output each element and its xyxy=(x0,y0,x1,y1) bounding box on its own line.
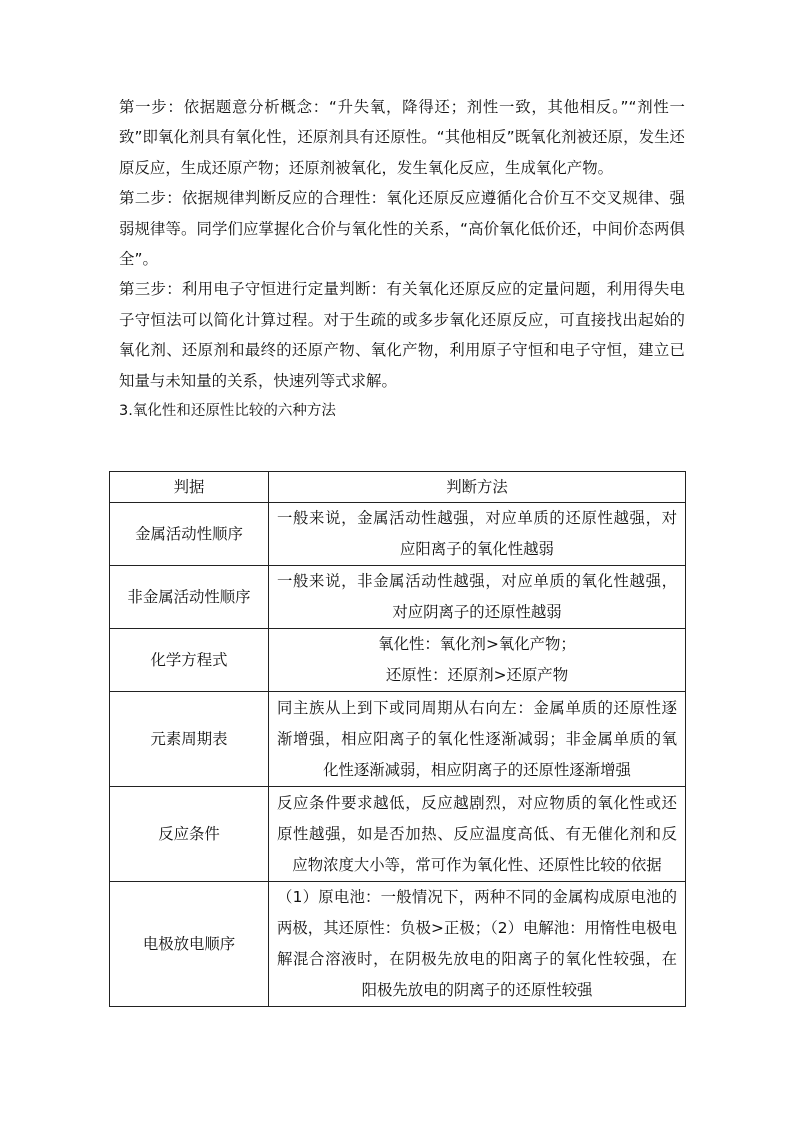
comparison-methods-table xyxy=(109,471,686,1007)
basis-cell: 非金属活动性顺序 xyxy=(110,566,269,629)
method-cell xyxy=(269,629,686,692)
method-cell: （1）原电池：一般情况下，两种不同的金属构成原电池的两极，其还原性：负极>正极；（2）电解池：用惰性电极电解混合溶液时，在阴极先放电的阳离子的氧化性较强，在阳极先放电的阴离子的还原性较强 xyxy=(269,882,686,1007)
method-cell: 一般来说，非金属活动性越强，对应单质的氧化性越强，对应阴离子的还原性越弱 xyxy=(269,566,686,629)
basis-cell: 反应条件 xyxy=(110,787,269,882)
table-row xyxy=(110,692,686,787)
table-header-row xyxy=(110,472,686,503)
header-basis: 判据 xyxy=(110,472,269,503)
method-cell: 同主族从上到下或同周期从右向左：金属单质的还原性逐渐增强，相应阳离子的氧化性逐渐减弱；非金属单质的氧化性逐渐减弱，相应阴离子的还原性逐渐增强 xyxy=(269,692,686,787)
table-row xyxy=(110,787,686,882)
table-row xyxy=(110,629,686,692)
basis-cell: 电极放电顺序 xyxy=(110,882,269,1007)
basis-cell: 元素周期表 xyxy=(110,692,269,787)
basis-cell: 化学方程式 xyxy=(110,629,269,692)
method-line: 还原性：还原剂>还原产物 xyxy=(385,666,569,684)
section-title: 3.氧化性和还原性比较的六种方法 xyxy=(119,403,336,420)
paragraph-step-two: 第二步：依据规律判断反应的合理性：氧化还原反应遵循化合价互不交叉规律、强弱规律等。同学们应掌握化合价与氧化性的关系，“高价氧化低价还，中间价态两俱全”。 xyxy=(119,189,685,269)
paragraph-step-three: 第三步：利用电子守恒进行定量判断：有关氧化还原反应的定量问题，利用得失电子守恒法可以简化计算过程。对于生疏的或多步氧化还原反应，可直接找出起始的氧化剂、还原剂和最终的还原产物、氧化产物，利用原子守恒和电子守恒，建立已知量与未知量的关系，快速列等式求解。 xyxy=(119,280,685,390)
header-method: 判断方法 xyxy=(269,472,686,503)
method-cell: 一般来说，金属活动性越强，对应单质的还原性越强，对应阳离子的氧化性越弱 xyxy=(269,503,686,566)
method-line: 氧化性：氧化剂>氧化产物； xyxy=(378,635,576,653)
table-row xyxy=(110,503,686,566)
document-body xyxy=(119,92,685,425)
table-row xyxy=(110,566,686,629)
paragraph-step-one: 第一步：依据题意分析概念：“升失氧，降得还；剂性一致，其他相反。”“剂性一致”即氧化剂具有氧化性，还原剂具有还原性。“其他相反”既氧化剂被还原，发生还原反应，生成还原产物；还原剂被氧化，发生氧化反应，生成氧化产物。 xyxy=(119,98,685,177)
table-row xyxy=(110,882,686,1007)
basis-cell: 金属活动性顺序 xyxy=(110,503,269,566)
method-cell: 反应条件要求越低，反应越剧烈，对应物质的氧化性或还原性越强，如是否加热、反应温度高低、有无催化剂和反应物浓度大小等，常可作为氧化性、还原性比较的依据 xyxy=(269,787,686,882)
